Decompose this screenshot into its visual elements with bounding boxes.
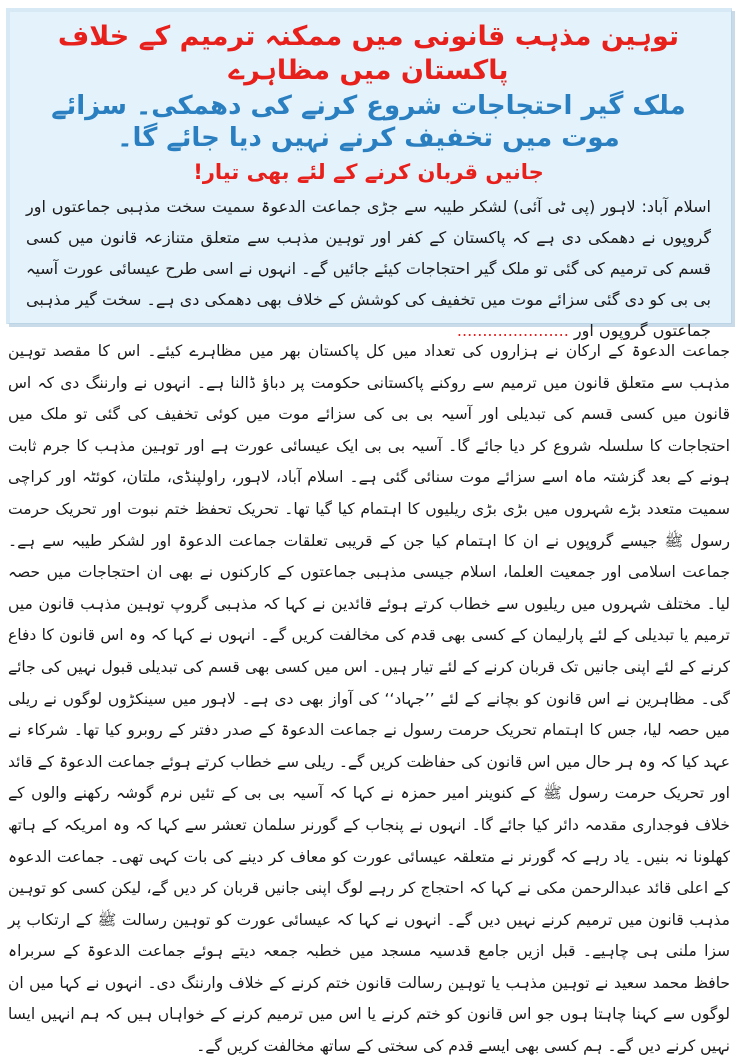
headline-main: توہین مذہب قانونی میں ممکنہ ترمیم کے خلاف پاکستان میں مظاہرے xyxy=(57,21,680,86)
intro-dots: ...................... xyxy=(456,320,569,340)
headline-subtitle: ملک گیر احتجاجات شروع کرنے کی دھمکی۔ سزائے موت میں تخفیف کرنے نہیں دیا جائے گا۔ xyxy=(51,90,686,153)
lead-box xyxy=(6,8,732,340)
headline-tagline: جانیں قربان کرنے کے لئے بھی تیار! xyxy=(193,159,544,184)
intro-text: اسلام آباد: لاہور (پی ٹی آئی) لشکر طیبہ سے جڑی جماعت الدعوۃ سمیت سخت مذہبی جماعتوں اور گروپوں نے دھمکی دی ہے کہ پاکستان کے کفر اور توہین مذہب سے متعلق متنازعہ قانون میں کسی قسم کی ترمیم کی گئی تو ملک گیر احتجاجات کیئے جائیں گے۔ انہوں نے اسی طرح عیسائی عورت آسیہ بی بی کو دی گئی سزائے موت میں تخفیف کی کوشش کے خلاف بھی دھمکی دی ہے۔ سخت گیر مذہبی جماعتوں گروپوں اور xyxy=(26,196,711,340)
article-body: جماعت الدعوۃ کے ارکان نے ہزاروں کی تعداد میں کل پاکستان بھر میں مظاہرے کیئے۔ اس کا مقصد توہین مذہب سے متعلق قانون میں ترمیم سے روکنے پاکستانی حکومت پر دباؤ ڈالنا ہے۔ انہوں نے وارننگ دی کہ اس قانون میں کسی قسم کی تبدیلی اور آسیہ بی بی کی سزائے موت میں کوئی تخفیف کی گئی تو ملک میں احتجاجات کا سلسلہ شروع کر دیا جائے گا۔ آسیہ بی بی ایک عیسائی عورت ہے اور توہین مذہب کا جرم ثابت ہونے کے بعد گزشتہ ماہ اسے سزائے موت سنائی گئی ہے۔ اسلام آباد، لاہور، راولپنڈی، ملتان، کوئٹہ اور کراچی سمیت متعدد بڑے شہروں میں بڑی بڑی ریلیوں کا اہتمام کیا گیا تھا۔ تحریک تحفظ ختم نبوت اور تحریک حرمت رسول ﷺ جیسے گروپوں نے ان کا اہتمام کیا جن کے قریبی تعلقات جماعت الدعوۃ اور لشکر طیبہ سے ہے۔ جماعت اسلامی اور جمعیت العلما، اسلام جیسی مذہبی جماعتوں کے کارکنوں نے بھی ان احتجاجات میں حصہ لیا۔ مختلف شہروں میں ریلیوں سے خطاب کرتے ہوئے قائدین نے کہا کہ مذہبی گروپ توہین مذہب قانون میں ترمیم یا تبدیلی کے لئے پارلیمان کے کسی بھی قدم کی مخالفت کریں گے۔ انہوں نے کہا کہ وہ اس قانون کا دفاع کرنے کے لئے اپنی جانیں تک قربان کرنے کے لئے تیار ہیں۔ اس میں کسی بھی قسم کی تبدیلی قبول نہیں کی جائے گی۔ مظاہرین نے اس قانون کو بچانے کے لئے ’’جہاد‘‘ کی آواز بھی دی ہے۔ لاہور میں سینکڑوں لوگوں نے ریلی میں حصہ لیا، جس کا اہتمام تحریک حرمت رسول نے جماعت الدعوۃ کے صدر دفتر کے روبرو کیا تھا۔ شرکاء نے عہد کیا کہ وہ ہر حال میں اس قانون کی حفاظت کریں گے۔ ریلی سے خطاب کرتے ہوئے جماعت الدعوۃ کے قائد اور تحریک حرمت رسول ﷺ کے کنوینر امیر حمزہ نے کہا کہ آسیہ بی بی کے تئیں نرم گوشہ رکھنے والوں کے خلاف فوجداری مقدمہ دائر کیا جائے گا۔ انہوں نے پنجاب کے گورنر سلمان تعشر سے کہا کہ وہ امریکہ کے ہاتھ کھلونا نہ بنیں۔ یاد رہے کہ گورنر نے متعلقہ عیسائی عورت کو معاف کر دینے کی بات کہی تھی۔ جماعت الدعوہ کے اعلی قائد عبدالرحمن مکی نے کہا کہ احتجاج کر رہے لوگ اپنی جانیں قربان کر دیں گے، لیکن کسی کو توہین مذہب قانون میں ترمیم کرنے نہیں دیں گے۔ انہوں نے کہا کہ عیسائی عورت کو توہین رسالت ﷺ کے ارتکاب پر سزا ملنی ہی چاہیے۔ قبل ازیں جامع قدسیہ مسجد میں خطبہ جمعہ دیتے ہوئے جماعت الدعوۃ کے سربراہ حافظ محمد سعید نے توہین مذہب یا توہین رسالت قانون ختم کرنے کے خلاف وارننگ دی۔ انہوں نے کہا میں ان لوگوں سے کہنا چاہتا ہوں جو اس قانون کو ختم کرنے یا اس میں ترمیم کرنے کے خواہاں ہیں کہ ہم انہیں ایسا نہیں کرنے دیں گے۔ ہم کسی بھی ایسے قدم کی سختی کے ساتھ مخالفت کریں گے۔ xyxy=(8,342,730,1056)
intro-paragraph xyxy=(26,191,711,346)
